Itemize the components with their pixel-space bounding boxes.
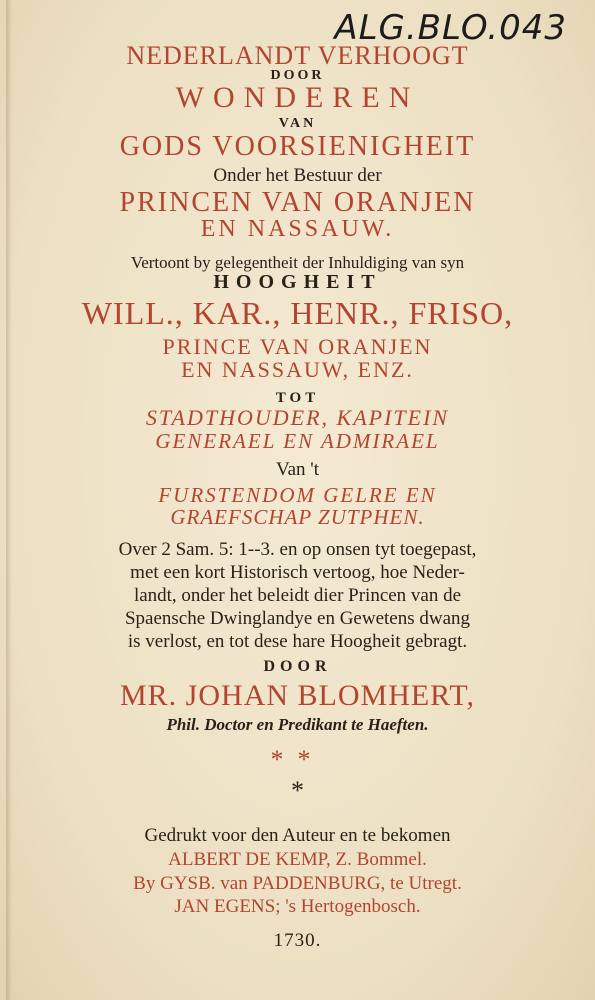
office-line-1: STADTHOUDER, KAPITEIN <box>145 405 450 431</box>
imprint-line-1: Gedrukt voor den Auteur en te bekomen <box>144 825 451 847</box>
title-line-6: EN NASSAUW. <box>200 215 395 242</box>
description-line-5: is verlost, en tot dese hare Hoogheit gebragt. <box>127 631 468 653</box>
occasion-line-2: HOOGHEIT <box>213 270 382 293</box>
title-van: VAN <box>278 116 317 132</box>
description-line-3: landt, onder het beleidt dier Princen van de <box>133 584 462 606</box>
imprint-line-4: JAN EGENS; 's Hertogenbosch. <box>174 896 421 918</box>
description-line-1: Over 2 Sam. 5: 1--3. en op onsen tyt toegepast, <box>118 538 477 560</box>
office-vant: Van 't <box>275 458 319 480</box>
title-line-2: WONDEREN <box>175 80 420 114</box>
author-name: MR. JOHAN BLOMHERT, <box>120 679 475 713</box>
shelfmark: ALG.BLO.043 <box>334 8 567 48</box>
office-line-4: GRAEFSCHAP ZUTPHEN. <box>170 504 425 529</box>
ornament-star-bottom: * <box>291 775 304 805</box>
occasion-line-1: Vertoont by gelegentheit der Inhuldiging van syn <box>130 253 465 273</box>
title-line-5: PRINCEN VAN ORANJEN <box>119 186 476 218</box>
office-tot: TOT <box>275 389 320 406</box>
title-line-3: GODS VOORSIENIGHEIT <box>119 131 476 163</box>
imprint-year: 1730. <box>273 930 322 952</box>
office-line-3: FURSTENDOM GELRE EN <box>158 482 437 507</box>
description-line-2: met een kort Historisch vertoog, hoe Neder- <box>130 561 465 583</box>
ornament-stars-top: ** <box>270 744 325 774</box>
title-door: DOOR <box>270 68 325 84</box>
office-line-2: GENERAEL EN ADMIRAEL <box>155 428 440 453</box>
occasion-line-4: PRINCE VAN ORANJEN <box>162 333 433 359</box>
title-page-content <box>0 40 595 951</box>
author-door: DOOR <box>263 658 332 676</box>
title-line-4: Onder het Bestuur der <box>213 164 382 186</box>
occasion-line-5: EN NASSAUW, ENZ. <box>181 356 414 382</box>
author-role: Phil. Doctor en Predikant te Haeften. <box>166 714 429 734</box>
description-line-4: Spaensche Dwinglandye en Gewetens dwang <box>124 608 471 630</box>
occasion-line-3: WILL., KAR., HENR., FRISO, <box>81 294 514 331</box>
description-paragraph <box>0 538 595 654</box>
imprint <box>0 824 595 919</box>
imprint-line-2: ALBERT DE KEMP, Z. Bommel. <box>168 848 427 870</box>
imprint-line-3: By GYSB. van PADDENBURG, te Utregt. <box>133 872 462 894</box>
title-line-1: NEDERLANDT VERHOOGT <box>126 41 469 70</box>
